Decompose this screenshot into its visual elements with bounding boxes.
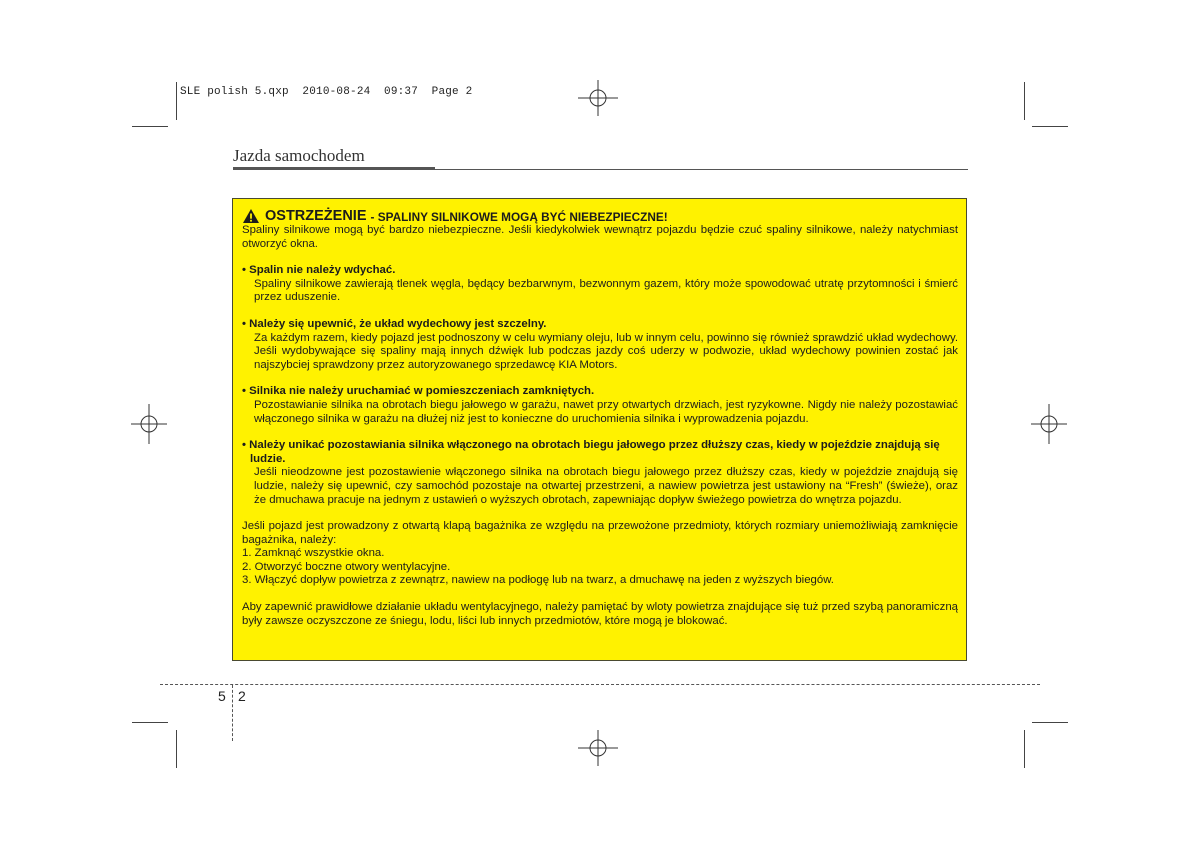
warning-label: OSTRZEŻENIE (265, 208, 367, 224)
warning-box (232, 198, 967, 661)
page-title: Jazda samochodem (233, 146, 365, 165)
warning-intro: Spaliny silnikowe mogą być bardzo niebezpieczne. Jeśli kiedykolwiek wewnątrz pojazdu będzie czuć spaliny silnikowe, należy natychmiast otworzyć okna. (242, 224, 958, 250)
warning-heading (242, 207, 958, 224)
bullet-title: • Należy się upewnić, że układ wydechowy jest szczelny. (242, 317, 547, 330)
crop-mark (132, 126, 168, 127)
crop-mark (1032, 722, 1068, 723)
footer-rule (160, 684, 1040, 685)
bullet-body: Spaliny silnikowe zawierają tlenek węgla, będący bezbarwnym, bezwonnym gazem, który może spowodować utratę przytomności i śmierć przez uduszenie. (254, 277, 958, 304)
print-slug: SLE polish 5.qxp 2010-08-24 09:37 Page 2 (180, 86, 473, 98)
warning-bullet (242, 264, 958, 305)
header-rule (435, 169, 968, 170)
header-rule (233, 167, 435, 170)
bullet-body: Za każdym razem, kiedy pojazd jest podnoszony w celu wymiany oleju, lub w innym celu, powinno się również sprawdzić układ wydechowy. Jeśli wydobywające się spaliny mają innych dźwięk lub podczas jazdy coś uderzy w podwozie, układ wydechowy powinien zostać jak najszybciej sprawdzony przez autoryzowanego sprzedawcę KIA Motors. (254, 331, 958, 371)
registration-mark-icon (129, 404, 169, 444)
bullet-title: • Spalin nie należy wdychać. (242, 264, 396, 277)
registration-mark-icon (578, 78, 618, 118)
bullet-title: • Silnika nie należy uruchamiać w pomieszczeniach zamkniętych. (242, 385, 595, 398)
crop-mark (176, 730, 177, 768)
warning-subtitle: - SPALINY SILNIKOWE MOGĄ BYĆ NIEBEZPIECZNE! (370, 210, 668, 224)
crop-mark (176, 82, 177, 120)
crop-mark (1024, 730, 1025, 768)
bullet-body: Pozostawianie silnika na obrotach biegu jałowego w garażu, nawet przy otwartych drzwiach, jest ryzykowne. Nigdy nie należy pozostawiać włączonego silnika w garażu na dłużej niż jest to konieczne do uruchomienia silnika i wyprowadzenia pojazdu. (254, 398, 958, 425)
crop-mark (1032, 126, 1068, 127)
footer-divider (232, 685, 233, 741)
bullet-body: Jeśli nieodzowne jest pozostawienie włączonego silnika na obrotach biegu jałowego przez dłuższy czas, kiedy w pojeździe znajdują się ludzie, należy się upewnić, czy samochód pozostaje na otwartej przestrzeni, a nawiew powietrza jest ustawiony na “Fresh” (świeże), oraz że dmuchawa pracuje na jednym z ustawień o wyższych obrotach, zapewniając dopływ świeżego powietrza do wnętrza pojazdu. (254, 466, 958, 506)
warning-bullet (242, 385, 958, 426)
bullet-title: • Należy unikać pozostawiania silnika włączonego na obrotach biegu jałowego przez dłuższy czas, kiedy w pojeździe znajdują się ludzie. (242, 439, 940, 465)
warning-closing: Aby zapewnić prawidłowe działanie układu wentylacyjnego, należy pamiętać by wloty powietrza znajdujące się tuż przed szybą panoramiczną były zawsze oczyszczone ze śniegu, lodu, liści lub innych przedmiotów, które mogą je blokować. (242, 601, 958, 627)
registration-mark-icon (578, 728, 618, 768)
crop-mark (1024, 82, 1025, 120)
warning-bullet (242, 318, 958, 372)
crop-mark (132, 722, 168, 723)
chapter-number: 5 (218, 688, 226, 704)
warning-triangle-icon (242, 208, 260, 224)
step-item: 2. Otworzyć boczne otwory wentylacyjne. (242, 560, 451, 573)
step-item: 1. Zamknąć wszystkie okna. (242, 547, 385, 560)
warning-bullet (242, 439, 958, 507)
trunk-intro: Jeśli pojazd jest prowadzony z otwartą klapą bagażnika ze względu na przewożone przedmioty, których rozmiary uniemożliwiają zamknięcie bagażnika, należy: (242, 520, 958, 546)
registration-mark-icon (1029, 404, 1069, 444)
step-item: 3. Włączyć dopływ powietrza z zewnątrz, nawiew na podłogę lub na twarz, a dmuchawę na jeden z wyższych biegów. (242, 574, 834, 587)
page-number: 2 (238, 688, 246, 704)
